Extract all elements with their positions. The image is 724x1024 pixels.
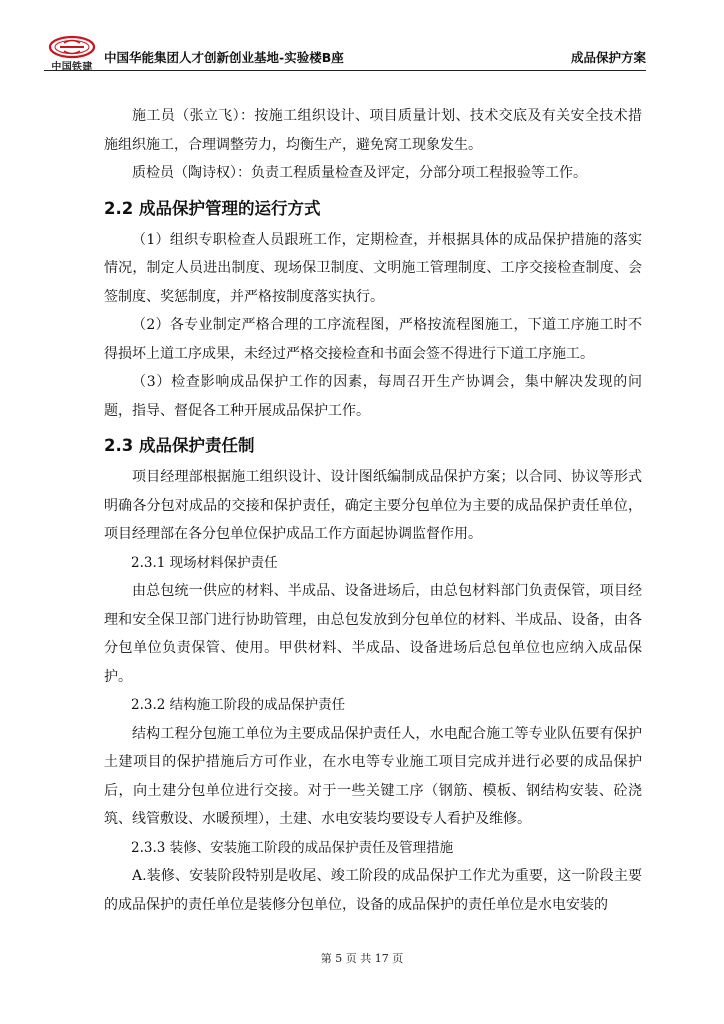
paragraph-material-protection: 由总包统一供应的材料、半成品、设备进场后，由总包材料部门负责保管，项目经理和安全保卫部门进行协助管理，由总包发放到分包单位的材料、半成品、设备，由各分包单位负责保管、使用。甲供材料、半成品、设备进场后总包单位也应纳入成品保护。: [104, 583, 642, 685]
section-heading-2-2: 2.2 成品保护管理的运行方式: [104, 198, 321, 218]
paragraph-item-2: （2）各专业制定严格合理的工序流程图，严格按流程图施工，下道工序施工时不得损坏上道工序成果，未经过严格交接检查和书面会签不得进行下道工序施工。: [104, 317, 642, 362]
paragraph-item-3: （3）检查影响成品保护工作的因素，每周召开生产协调会，集中解决发现的问题，指导、督促各工种开展成品保护工作。: [104, 374, 642, 419]
paragraph-responsibility: 项目经理部根据施工组织设计、设计图纸编制成品保护方案；以合同、协议等形式明确各分包对成品的交接和保护责任，确定主要分包单位为主要的成品保护责任单位，项目经理部在各分包单位保护成品工作方面起协调监督作用。: [104, 469, 642, 542]
logo-text: 中国铁建: [51, 62, 93, 73]
paragraph-decoration-stage: A.装修、安装阶段特别是收尾、竣工阶段的成品保护工作尤为重要，这一阶段主要的成品保护的责任单位是装修分包单位，设备的成品保护的责任单位是水电安装的: [104, 868, 642, 913]
paragraph-quality-inspector: 质检员（陶诗权）：负责工程质量检查及评定，分部分项工程报验等工作。: [132, 165, 587, 181]
page-number: 第 5 页 共 17 页: [320, 952, 404, 965]
document-project-title: 中国华能集团人才创新创业基地-实验楼B座: [104, 50, 344, 65]
document-type-title: 成品保护方案: [570, 50, 646, 65]
subsection-heading-2-3-2: 2.3.2 结构施工阶段的成品保护责任: [131, 697, 346, 713]
crcc-logo: [44, 34, 100, 73]
paragraph-item-1: （1）组织专职检查人员跟班工作，定期检查，并根据具体的成品保护措施的落实情况，制定人员进出制度、现场保卫制度、文明施工管理制度、工序交接检查制度、会签制度、奖惩制度，并严格按制度落实执行。: [104, 231, 642, 305]
subsection-heading-2-3-1: 2.3.1 现场材料保护责任: [131, 554, 278, 571]
page-header: [44, 34, 646, 71]
crcc-logo-icon: [44, 34, 100, 60]
section-heading-2-3: 2.3 成品保护责任制: [104, 436, 255, 455]
subsection-heading-2-3-3: 2.3.3 装修、安装施工阶段的成品保护责任及管理措施: [131, 839, 454, 856]
page-content: [104, 102, 642, 919]
paragraph-structure-stage: 结构工程分包施工单位为主要成品保护责任人，水电配合施工等专业队伍要有保护土建项目的保护措施后方可作业，在水电等专业施工项目完成并进行必要的成品保护后，向土建分包单位进行交接。对于一些关键工序（钢筋、模板、钢结构安装、砼浇筑、线管敷设、水暖预埋），土建、水电安装均要设专人看护及维修。: [104, 725, 642, 827]
paragraph-construction-worker: 施工员（张立飞）：按施工组织设计、项目质量计划、技术交底及有关安全技术措施组织施工，合理调整劳力，均衡生产，避免窝工现象发生。: [104, 108, 642, 153]
